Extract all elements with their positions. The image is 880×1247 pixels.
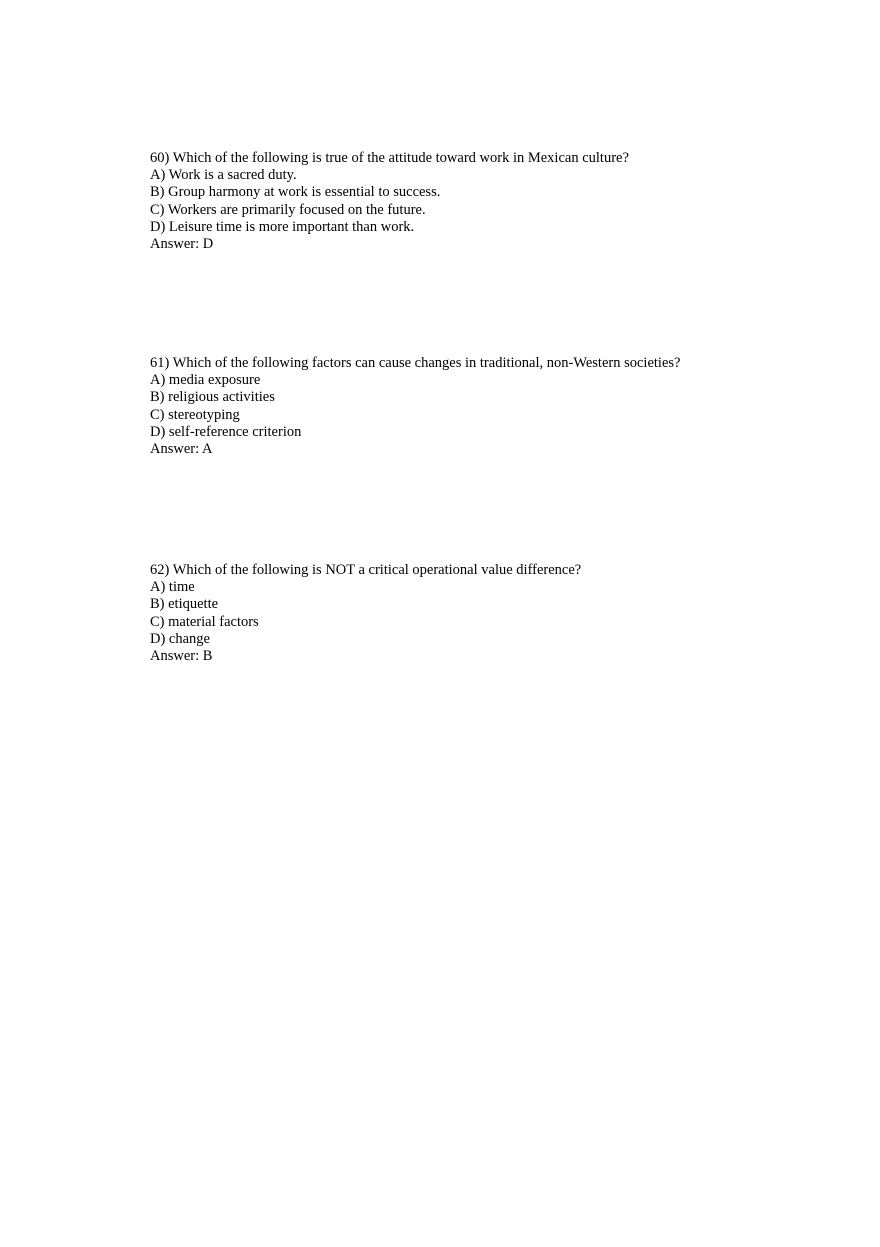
question-61 bbox=[150, 355, 680, 458]
answer-line: Answer: A bbox=[150, 441, 213, 458]
option-c: C) stereotyping bbox=[150, 406, 240, 423]
answer-line: Answer: D bbox=[150, 236, 214, 253]
option-a: A) Work is a sacred duty. bbox=[150, 167, 297, 184]
question-62 bbox=[150, 562, 581, 665]
option-a: A) time bbox=[150, 579, 195, 596]
option-d: D) self-reference criterion bbox=[150, 423, 302, 440]
option-c: C) material factors bbox=[150, 613, 259, 630]
answer-line: Answer: B bbox=[150, 648, 213, 665]
question-prompt: 60) Which of the following is true of the attitude toward work in Mexican culture? bbox=[150, 150, 629, 166]
question-60 bbox=[150, 150, 629, 253]
question-prompt: 62) Which of the following is NOT a critical operational value difference? bbox=[150, 562, 582, 578]
option-b: B) religious activities bbox=[150, 389, 275, 406]
option-d: D) Leisure time is more important than work. bbox=[150, 218, 415, 235]
option-b: B) etiquette bbox=[150, 596, 219, 613]
option-b: B) Group harmony at work is essential to success. bbox=[150, 184, 441, 201]
question-prompt: 61) Which of the following factors can cause changes in traditional, non-Western societies? bbox=[150, 355, 681, 371]
option-d: D) change bbox=[150, 630, 210, 647]
option-a: A) media exposure bbox=[150, 372, 261, 389]
option-c: C) Workers are primarily focused on the future. bbox=[150, 201, 426, 218]
